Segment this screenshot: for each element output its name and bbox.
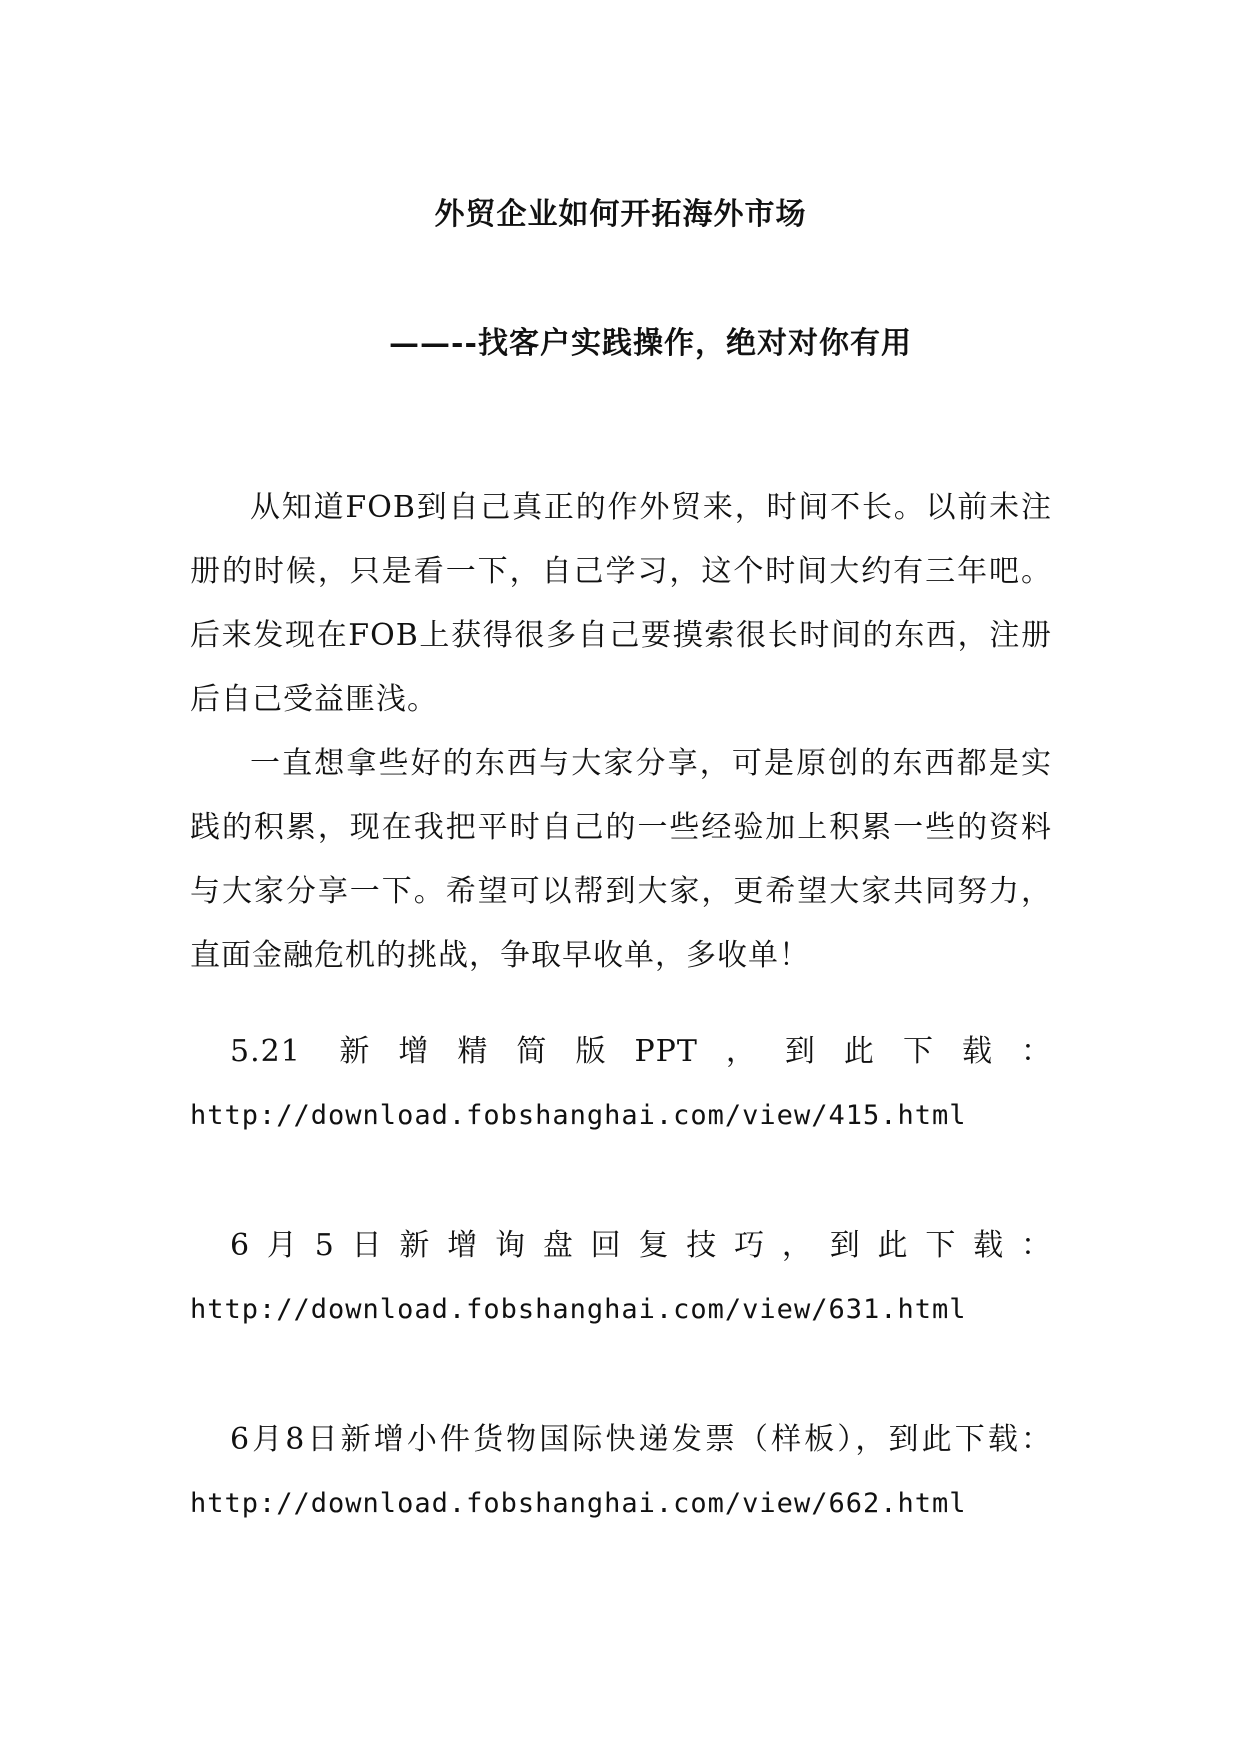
download-note-text: 6月8日新增小件货物国际快递发票（样板），到此下载： [230,1422,1052,1457]
download-link[interactable]: http://download.fobshanghai.com/view/662.html [190,1488,967,1519]
download-note-ppt [190,1020,1052,1148]
download-link[interactable]: http://download.fobshanghai.com/view/631.html [190,1294,967,1325]
download-link[interactable]: http://download.fobshanghai.com/view/415.html [190,1100,967,1131]
download-note-text: 6月5日新增询盘回复技巧，到此下载： [230,1228,1052,1263]
document-subtitle: ——--找客户实践操作，绝对对你有用 [389,326,912,361]
document-title: 外贸企业如何开拓海外市场 [434,197,807,232]
paragraph-intro: 从知道FOB到自己真正的作外贸来，时间不长。以前未注册的时候，只是看一下，自己学习，这个时间大约有三年吧。后来发现在FOB上获得很多自己要摸索很长时间的东西，注册后自己受益匪浅。 [190,490,1052,717]
download-note-inquiry [190,1214,1052,1342]
download-note-invoice [190,1408,1052,1536]
download-note-text: 5.21 新增精简版PPT，到此下载： [230,1034,1052,1069]
paragraph-sharing: 一直想拿些好的东西与大家分享，可是原创的东西都是实践的积累，现在我把平时自己的一些经验加上积累一些的资料与大家分享一下。希望可以帮到大家，更希望大家共同努力，直面金融危机的挑战，争取早收单，多收单！ [190,746,1052,973]
